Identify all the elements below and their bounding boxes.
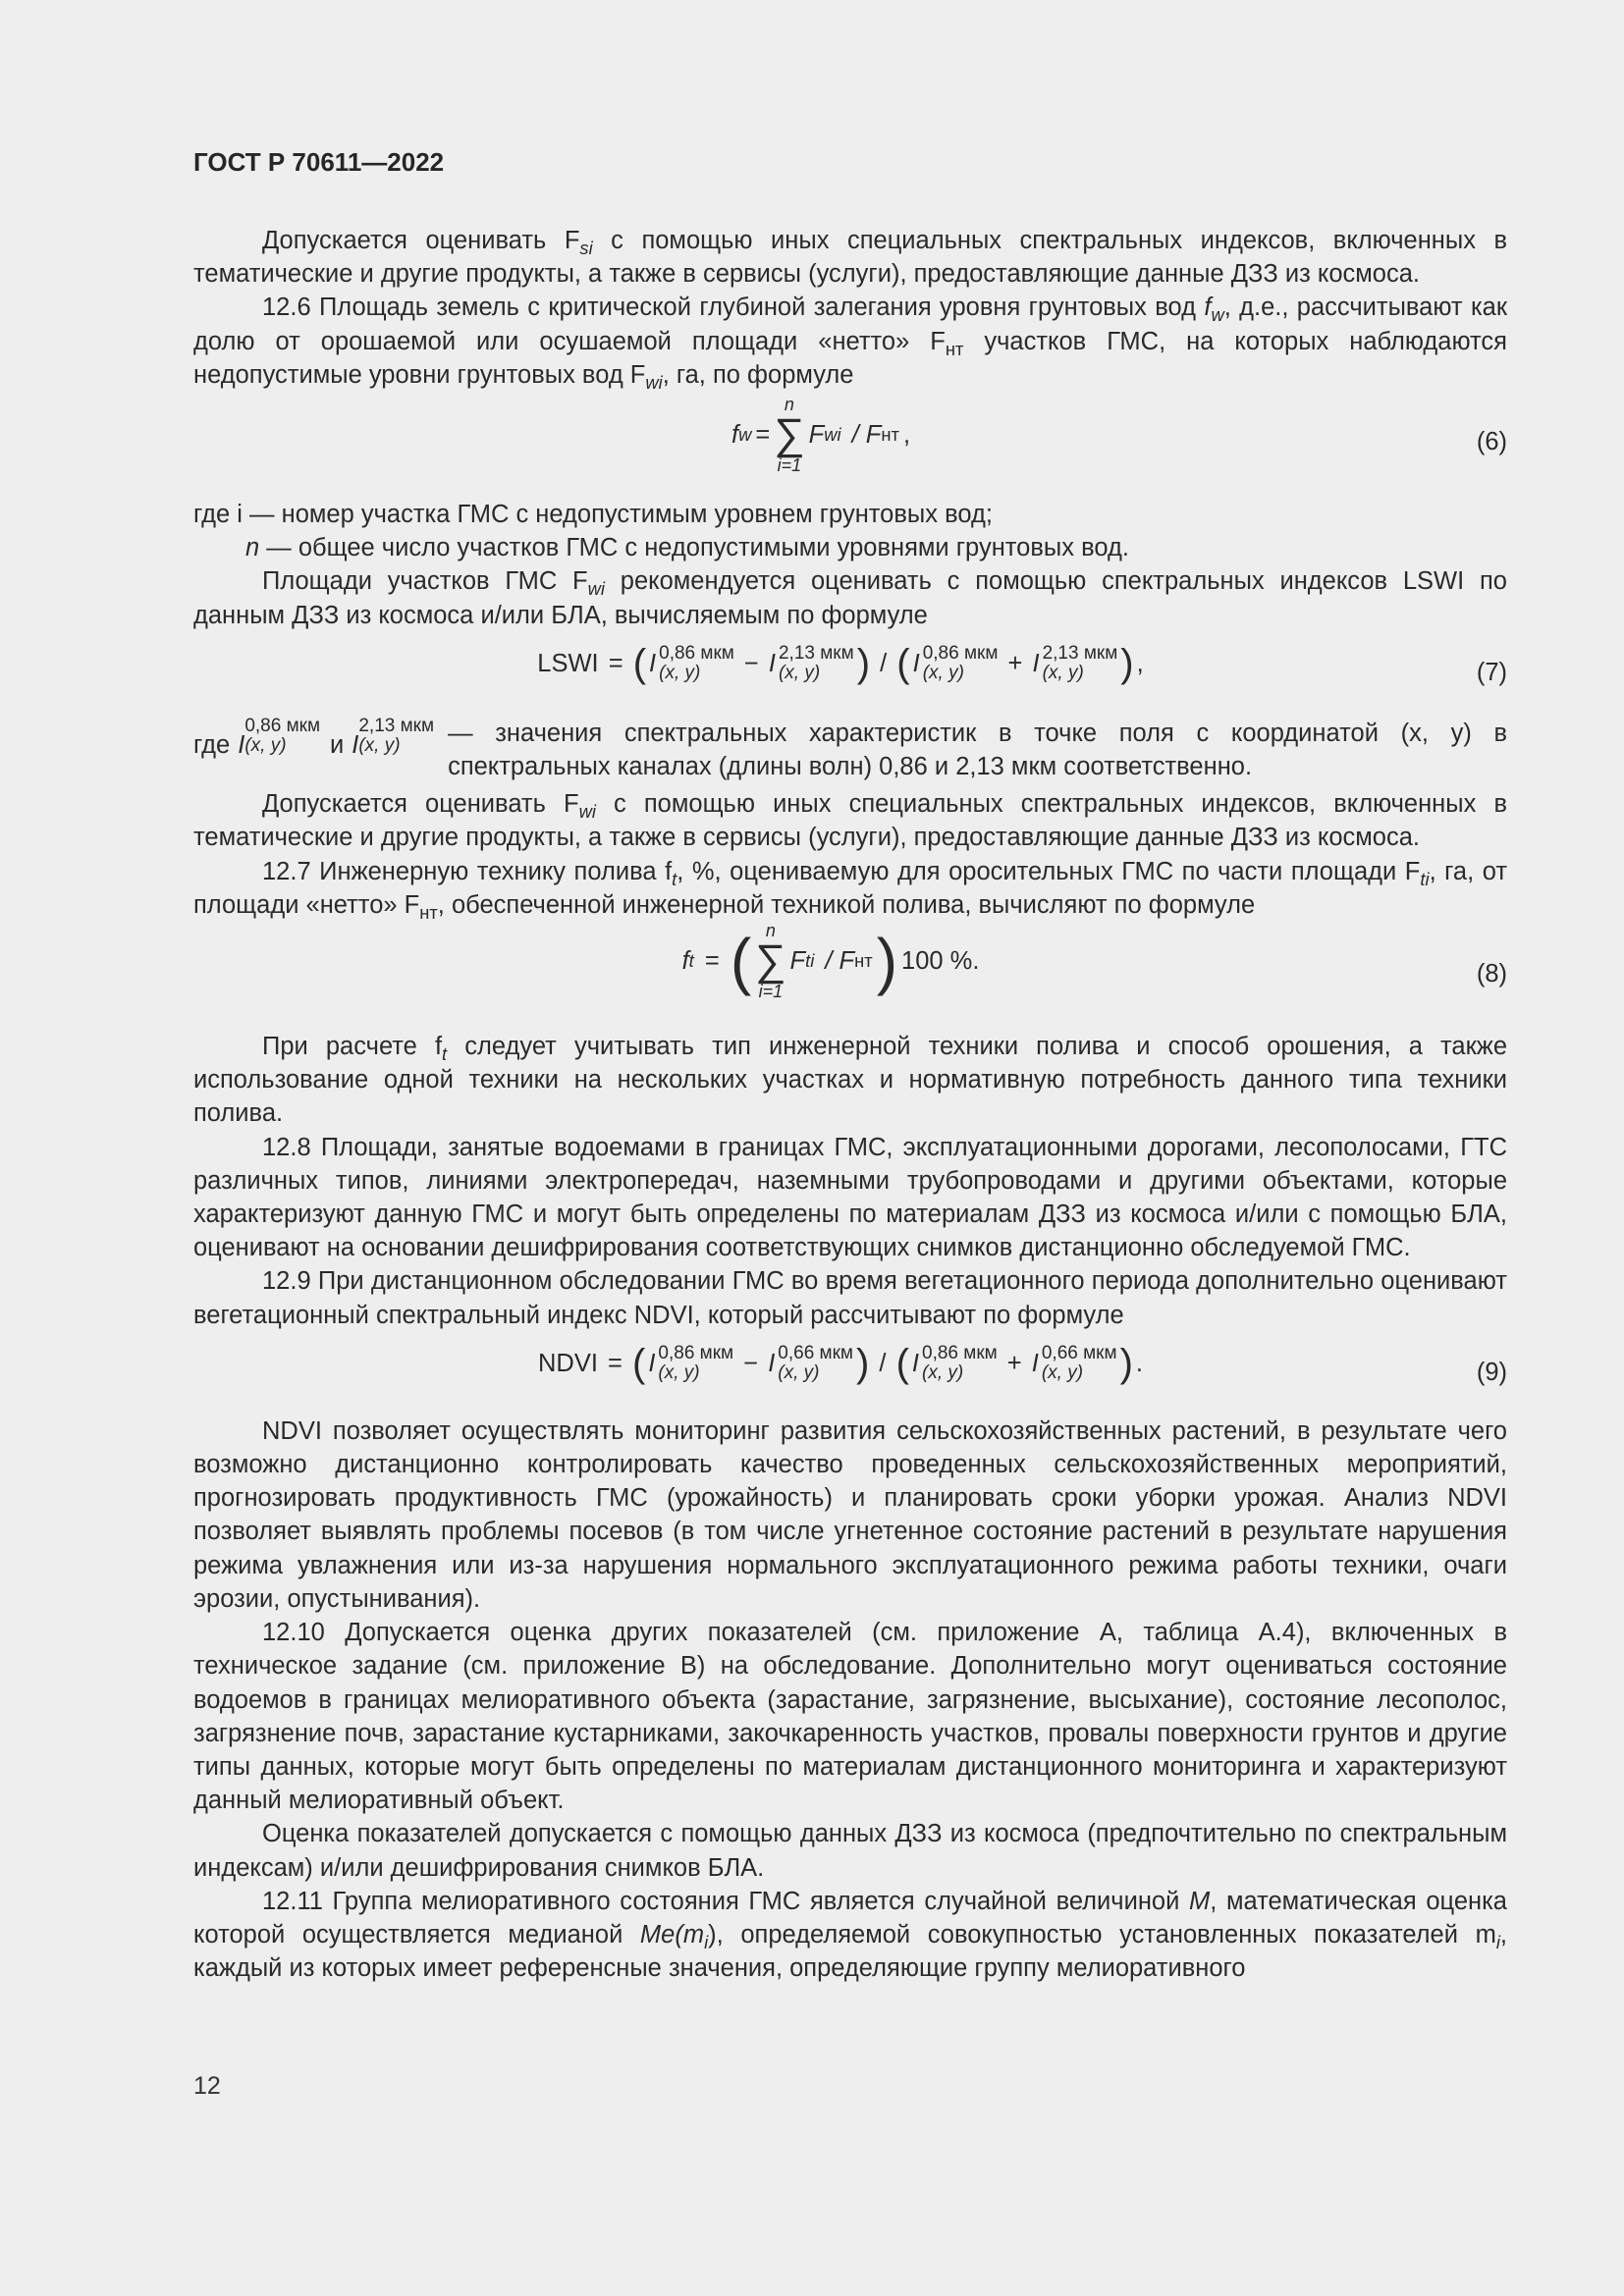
operator: + — [1000, 1349, 1029, 1377]
text-run: рекомендуется оценивать с помощью спектральных индексов LSWI по данным ДЗЗ из космоса и/или БЛА, вычисляемым по формуле — [193, 567, 1507, 629]
text-run: с помощью иных специальных спектральных индексов, включенных в тематические и другие продукты, а также в сервисы (услуги), предоставляющие данные ДЗЗ из космоса. — [193, 790, 1507, 852]
text-run: 12.11 Группа мелиоративного состояния ГМС является случайной величиной — [262, 1887, 1189, 1915]
text-run: Допускается оценивать F — [262, 790, 579, 819]
text-run: с помощью иных специальных спектральных индексов, включенных в тематические и другие продукты, а также в сервисы (услуги), предоставляющие данные ДЗЗ из космоса. — [193, 227, 1508, 289]
text-run: , %, оцениваемую для оросительных ГМС по части площади F — [677, 857, 1421, 885]
coord-label: (x, y) — [658, 1362, 700, 1383]
formula-symbol: F — [789, 946, 806, 975]
conjunction: и — [330, 730, 345, 759]
definition-text: — значения спектральных характеристик в точке поля с координатой (x, y) в спектральных каналах (длины волн) 0,86 и 2,13 мкм соответственно. — [448, 719, 1507, 781]
formula-7: LSWI = ( I 0,86 мкм (x, y) − I 2,13 мкм (x, y) ) / ( I 0,86 мкм (x, y) + I 2,13 мкм (x, y) ) , (7) — [193, 632, 1507, 713]
band-stack — [1043, 644, 1118, 683]
formula-name: LSWI — [537, 649, 599, 677]
text-run: Площади участков ГМС F — [262, 567, 588, 596]
formula-6: f w = n ∑ i=1 F wi / F нт , (6) — [731, 395, 1507, 476]
sum-lower-limit: i=1 — [758, 982, 784, 1002]
band-label: 0,86 мкм — [659, 642, 734, 664]
band-label: 0,86 мкм — [922, 1342, 998, 1363]
where-definition — [193, 498, 1507, 531]
formula-tail: . — [1135, 1349, 1143, 1377]
formula-symbol: I — [768, 649, 776, 677]
formula-symbol: I — [352, 730, 359, 759]
operator: / — [873, 649, 894, 677]
formula-8: f t = ( n ∑ i=1 F ti / F нт ) 100 %. (8) — [681, 921, 1507, 1002]
formula-tail: , — [902, 420, 911, 449]
formula-symbol: I — [649, 649, 657, 677]
variable: (m — [675, 1920, 705, 1949]
coord-label: (x, y) — [358, 734, 401, 756]
formula-equals: = — [755, 420, 771, 449]
subscript: ti — [1420, 868, 1430, 889]
subscript: i — [704, 1932, 709, 1953]
subscript: t — [442, 1043, 448, 1065]
formula-symbol: I — [912, 649, 920, 677]
formula-number: (7) — [1476, 658, 1507, 686]
formula-symbol: I — [768, 1349, 776, 1377]
paragraph: 12.9 При дистанционном обследовании ГМС во время вегетационного периода дополнительно оценивают вегетационный спектральный индекс NDVI, который рассчитывают по формуле — [193, 1267, 1507, 1329]
where-definition — [193, 531, 1507, 564]
formula-tail: , — [1136, 649, 1144, 677]
document-body — [193, 222, 1507, 1985]
variable: f — [1204, 294, 1212, 322]
subscript: si — [579, 238, 593, 259]
sum-lower-limit: i=1 — [777, 455, 802, 476]
where-label: где — [193, 730, 231, 759]
band-stack — [658, 1344, 733, 1383]
operator: / — [872, 1349, 893, 1377]
sum-upper-limit: n — [765, 921, 776, 941]
text-run: , д.е., рассчитывают как долю от орошаемой или осушаемой площади «нетто» F — [193, 294, 1508, 355]
coord-label: (x, y) — [778, 1362, 820, 1383]
sum-upper-limit: n — [784, 395, 794, 415]
operator: − — [736, 649, 766, 677]
coord-label: (x, y) — [1041, 1362, 1084, 1383]
sum-operator: n ∑ i=1 — [774, 395, 805, 476]
formula-symbol: I — [911, 1349, 919, 1377]
subscript: w — [1211, 304, 1224, 326]
text-run: 12.7 Инженерную технику полива f — [262, 857, 673, 885]
subscript: wi — [645, 371, 663, 393]
band-stack — [923, 644, 999, 683]
paragraph — [193, 224, 1507, 291]
paragraph: 12.8 Площади, занятые водоемами в границах ГМС, эксплуатационными дорогами, лесополосами, ГТС различных типов, линиями электропередач, наземными трубопроводами и другими объектами, которые характеризуют данную ГМС и могут быть определены по материалам ДЗЗ из космоса и/или с помощью БЛА, оценивают на основании дешифрирования соответствующих снимков дистанционно обследуемой ГМС. — [193, 1133, 1507, 1262]
operator: − — [736, 1349, 766, 1377]
definition-text: — номер участка ГМС с недопустимым уровнем грунтовых вод; — [242, 501, 993, 529]
text-run: , математическая оценка которой осуществляется медианой — [193, 1887, 1507, 1949]
band-stack — [922, 1344, 998, 1383]
coord-label: (x, y) — [659, 662, 701, 683]
subscript: wi — [587, 578, 605, 600]
band-stack — [659, 644, 734, 683]
text-run: , га, по формуле — [662, 360, 854, 389]
formula-symbol: I — [1032, 649, 1040, 677]
band-label: 0,86 мкм — [658, 1342, 734, 1363]
sum-operator: n ∑ i=1 — [755, 921, 786, 1002]
formula-equals: = — [697, 946, 727, 975]
band-label: 0,66 мкм — [1041, 1342, 1117, 1363]
band-label: 2,13 мкм — [358, 715, 435, 736]
paragraph — [193, 564, 1507, 631]
coord-label: (x, y) — [922, 1362, 964, 1383]
paragraph — [193, 787, 1507, 854]
formula-symbol: I — [238, 730, 245, 759]
subscript: i — [1495, 1932, 1500, 1953]
subscript: t — [672, 868, 677, 889]
text-run: , определяемой совокупностью установленных показателей m — [716, 1920, 1496, 1949]
document-header: ГОСТ Р 70611—2022 — [193, 147, 445, 177]
formula-symbol: I — [648, 1349, 656, 1377]
text-run: , обеспеченной инженерной техникой полива, вычисляют по формуле — [437, 890, 1256, 919]
band-label: 0,86 мкм — [922, 642, 999, 664]
formula-name: NDVI — [538, 1349, 598, 1377]
paragraph: NDVI позволяет осуществлять мониторинг развития сельскохозяйственных растений, в результате чего возможно дистанционно контролировать качество проведенных сельскохозяйственных мероприятий, прогнозировать продуктивность ГМС (урожайность) и планировать сроки уборки урожая. Анализ NDVI позволяет выявлять проблемы посевов (в том числе угнетенное состояние растений в результате нарушения режима увлажнения или из-за нарушения нормального эксплуатационного режима работы техники, очаги эрозии, опустынивания). — [193, 1416, 1507, 1613]
band-stack — [1042, 1344, 1117, 1383]
paragraph — [193, 1030, 1507, 1131]
text-run: , каждый из которых имеет референсные значения, определяющие группу мелиоративного — [193, 1920, 1507, 1983]
coord-label: (x, y) — [1042, 662, 1084, 683]
definition-text: — общее число участков ГМС с недопустимыми уровнями грунтовых вод. — [259, 534, 1129, 562]
text-run: Допускается оценивать F — [262, 227, 580, 254]
subscript: wi — [578, 801, 596, 823]
formula-9: NDVI = ( I 0,86 мкм (x, y) − I 0,66 мкм (x, y) ) / ( I 0,86 мкм (x, y) + I 0,66 мкм (x, y) ) . (9) — [193, 1332, 1507, 1415]
text-run: , га, от площади «нетто» F — [193, 857, 1508, 919]
where-label: где i — [193, 501, 243, 529]
band-stack — [779, 644, 854, 683]
band-label: 0,86 мкм — [244, 715, 321, 736]
paragraph — [193, 855, 1507, 922]
formula-symbol: f — [731, 420, 739, 449]
text-run: участков ГМС, на которых наблюдаются недопустимые уровни грунтовых вод F — [193, 327, 1507, 389]
formula-symbol: I — [1031, 1349, 1039, 1377]
operator: + — [1001, 649, 1030, 677]
subscript: нт — [945, 338, 964, 359]
paragraph — [193, 291, 1507, 392]
formula-symbol: f — [681, 946, 689, 975]
text-run: 12.6 Площадь земель с критической глубиной залегания уровня грунтовых вод — [262, 294, 1205, 322]
where-definition — [193, 717, 1507, 783]
formula-equals: = — [600, 1349, 629, 1377]
page-number: 12 — [193, 2072, 221, 2100]
band-stack — [244, 717, 320, 756]
band-stack — [358, 717, 434, 756]
variable: Me — [639, 1920, 676, 1949]
band-label: 0,66 мкм — [778, 1342, 853, 1363]
coord-label: (x, y) — [922, 662, 964, 683]
formula-symbol: / F — [818, 946, 855, 975]
text-run: При расчете f — [262, 1033, 443, 1061]
band-label: 2,13 мкм — [1042, 642, 1118, 664]
paragraph: 12.10 Допускается оценка других показателей (см. приложение А, таблица А.4), включенных в техническое задание (см. приложение В) на обследование. Дополнительно могут оцениваться состояние водоемов в границах мелиоративного объекта (зарастание, загрязнение, высыхание), состояние лесополос, загрязнение почв, зарастание кустарниками, закочкаренность участков, провалы поверхности грунтов и другие типы данных, которые могут быть определены по материалам дистанционного мониторинга и характеризуют данный мелиоративный объект. — [193, 1619, 1507, 1815]
paragraph — [193, 1885, 1507, 1986]
variable: M — [1188, 1887, 1211, 1915]
band-stack — [778, 1344, 853, 1383]
coord-label: (x, y) — [244, 734, 287, 756]
formula-tail: 100 %. — [901, 946, 980, 975]
formula-equals: = — [601, 649, 630, 677]
subscript: нт — [419, 901, 438, 923]
text-run: следует учитывать тип инженерной техники полива и способ орошения, а также использование одной техники на нескольких участках и нормативную потребность данного типа техники полива. — [193, 1033, 1507, 1128]
formula-number: (6) — [1476, 428, 1507, 456]
coord-label: (x, y) — [778, 662, 821, 683]
formula-number: (8) — [1476, 960, 1507, 988]
formula-number: (9) — [1476, 1358, 1507, 1386]
text-run: ) — [708, 1920, 717, 1949]
formula-symbol: F — [808, 420, 825, 449]
where-label: n — [245, 534, 260, 562]
formula-symbol: / F — [844, 420, 882, 449]
band-label: 2,13 мкм — [778, 642, 854, 664]
paragraph: Оценка показателей допускается с помощью данных ДЗЗ из космоса (предпочтительно по спектральным индексам) и/или дешифрирования снимков БЛА. — [193, 1820, 1507, 1882]
